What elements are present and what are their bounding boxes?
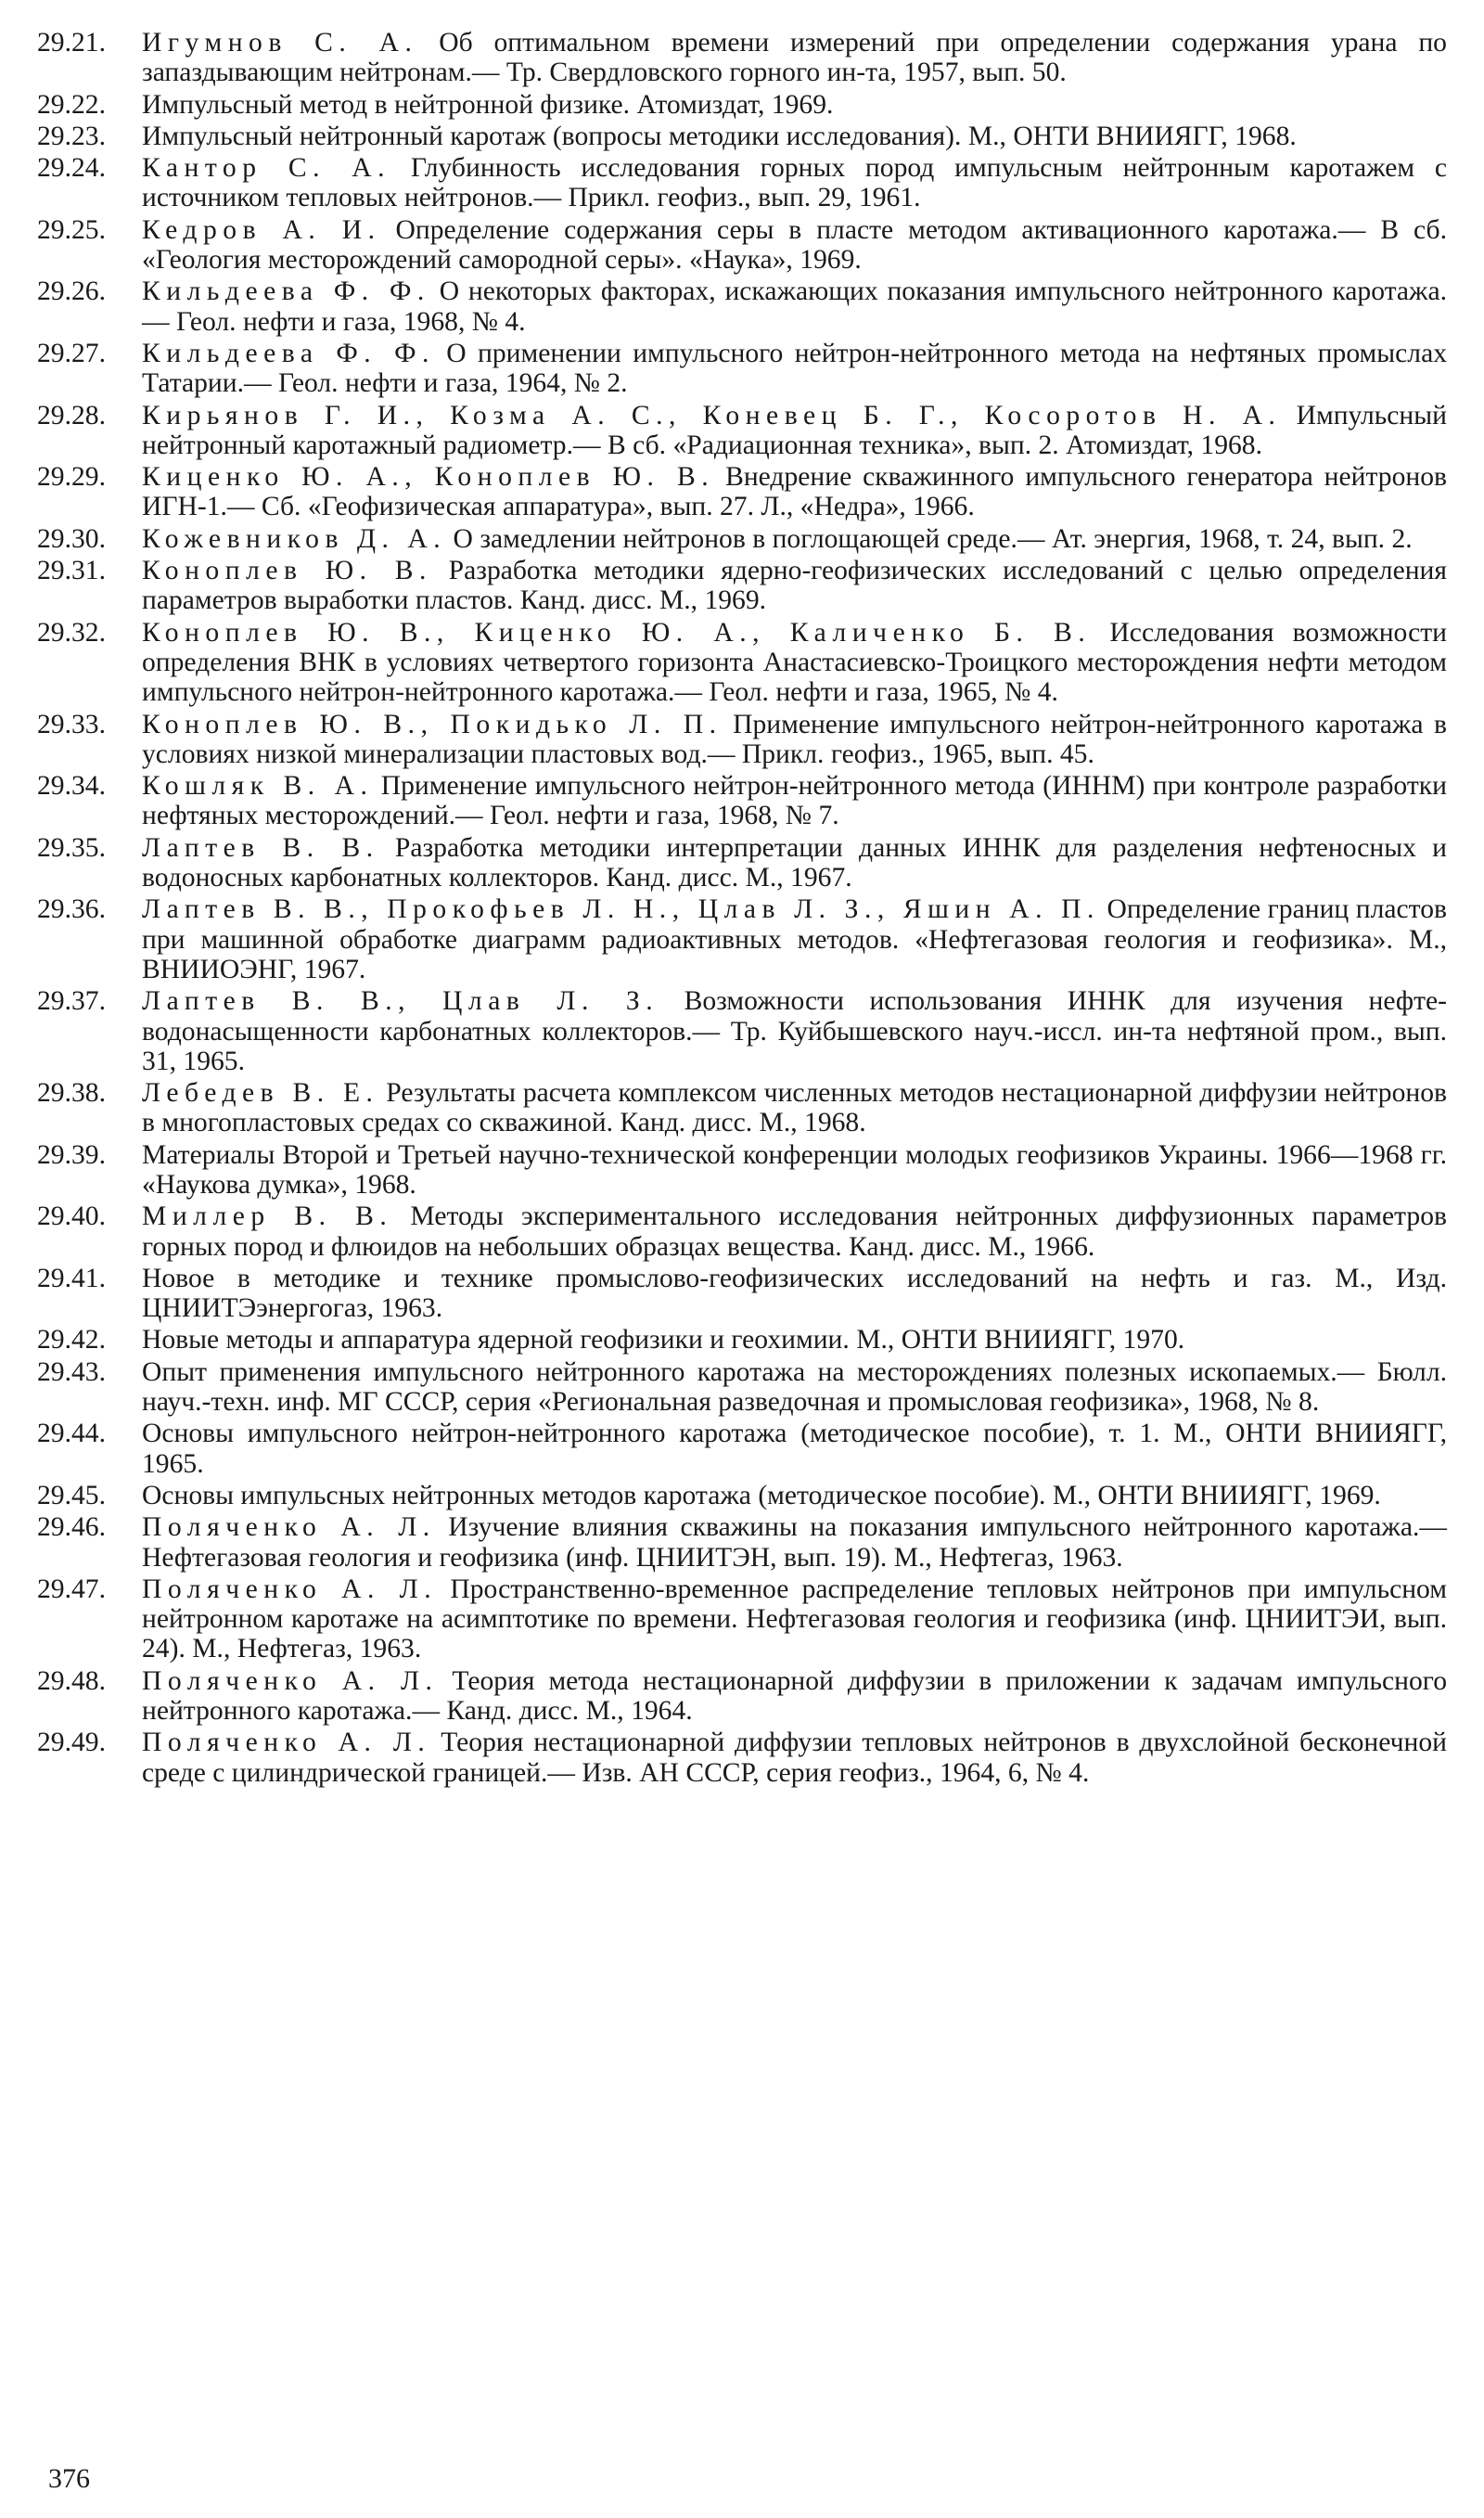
entry-text: Об оптимальном времени измерений при определении содержания урана по запаздывающим нейтронам.— Тр. Свердловского горного ин-та, 1957, вып. 50. (142, 28, 1447, 88)
entry-author: Киценко Ю. А., Коноплев Ю. В. (142, 462, 715, 493)
entry-text: Применение импульсного нейтрон-нейтронного каротажа в условиях низкой минерализации пластовых вод.— Прикл. геофиз., 1965, вып. 45. (142, 709, 1447, 769)
entry-number: 29.46. (37, 1512, 106, 1543)
entry-author: Лаптев В. В. (142, 832, 379, 863)
entry-author: Игумнов С. А. (142, 28, 418, 58)
bibliography-entry (37, 1357, 1447, 1418)
bibliography-entry (37, 1419, 1447, 1479)
entry-text: Теория нестационарной диффузии тепловых нейтронов в двухслойной бесконечной среде с цилиндрической границей.— Изв. АН СССР, серия геофиз., 1964, 6, № 4. (142, 1728, 1447, 1788)
bibliography-entry (37, 618, 1447, 708)
entry-text: Материалы Второй и Третьей научно-технической конференции молодых геофизиков Украины. 1966—1968 гг. «Наукова думка», 1968. (142, 1139, 1447, 1200)
bibliography-entry (37, 1574, 1447, 1664)
bibliography-entry (37, 339, 1447, 399)
entry-number: 29.41. (37, 1263, 106, 1293)
bibliography-entry (37, 28, 1447, 88)
entry-text: Новое в методике и технике промыслово-геофизических исследований на нефть и газ. М., Изд. ЦНИИТЭэнергогаз, 1963. (142, 1263, 1447, 1324)
entry-author: Кожевников Д. А. (142, 523, 447, 554)
bibliography-entry (37, 710, 1447, 770)
entry-text: Пространственно-временное распределение тепловых нейтронов при импульсном нейтронном каротаже на асимптотике по времени. Нефтегазовая геология и геофизика (инф. ЦНИИТЭИ, вып. 24). М., Нефтегаз, 1963. (142, 1574, 1447, 1664)
entry-author: Поляченко А. Л. (142, 1665, 439, 1696)
bibliography-entry (37, 524, 1447, 554)
bibliography-list (37, 28, 1447, 1790)
entry-number: 29.44. (37, 1419, 106, 1449)
entry-author: Кедров А. И. (142, 214, 381, 245)
bibliography-entry (37, 1512, 1447, 1573)
entry-number: 29.27. (37, 338, 106, 368)
entry-text: Опыт применения импульсного нейтронного каротажа на месторождениях полезных ископаемых.— Бюлл. науч.-техн. инф. МГ СССР, серия «Региональная разведочная и промысловая геофизика», 1968, № 8. (142, 1356, 1447, 1418)
entry-author: Коноплев Ю. В., Покидько Л. П. (142, 709, 723, 739)
bibliography-entry (37, 1078, 1447, 1138)
entry-text: Теория метода нестационарной диффузии в приложении к задачам импульсного нейтронного каротажа.— Канд. дисс. М., 1964. (142, 1665, 1447, 1727)
entry-number: 29.42. (37, 1325, 106, 1355)
entry-text: Внедрение скважинного импульсного генератора нейтронов ИГН-1.— Сб. «Геофизическая аппаратура», вып. 27. Л., «Недра», 1966. (142, 462, 1447, 522)
entry-number: 29.47. (37, 1574, 106, 1604)
entry-number: 29.34. (37, 771, 106, 802)
entry-number: 29.36. (37, 894, 106, 925)
entry-number: 29.40. (37, 1201, 106, 1232)
entry-text: Основы импульсного нейтрон-нейтронного каротажа (методическое пособие), т. 1. М., ОНТИ ВНИИЯГГ, 1965. (142, 1419, 1447, 1479)
entry-author: Кильдеева Ф. Ф. (142, 338, 435, 368)
entry-text: Импульсный нейтронный каротаж (вопросы методики исследования). М., ОНТИ ВНИИЯГГ, 1968. (142, 121, 1297, 151)
entry-text: Определение содержания серы в пласте методом активационного каротажа.— В сб. «Геология месторождений самородной серы». «Наука», 1969. (142, 214, 1447, 276)
entry-text: Основы импульсных нейтронных методов каротажа (методическое пособие). М., ОНТИ ВНИИЯГГ, 1969. (142, 1480, 1381, 1510)
bibliography-entry (37, 1325, 1447, 1355)
entry-number: 29.25. (37, 214, 106, 245)
entry-text: Исследования возможности определения ВНК в условиях четвертого горизонта Анастасиевско-Троицкого месторождения нефти методом импульсного нейтрон-нейтронного каротажа.— Геол. нефти и газа, 1965, № 4. (142, 617, 1447, 708)
entry-number: 29.45. (37, 1480, 106, 1510)
bibliography-entry (37, 90, 1447, 120)
entry-number: 29.21. (37, 28, 106, 58)
bibliography-entry (37, 833, 1447, 893)
entry-text: Импульсный нейтронный каротажный радиометр.— В сб. «Радиационная техника», вып. 2. Атомиздат, 1968. (142, 400, 1447, 460)
entry-number: 29.35. (37, 832, 106, 863)
entry-number: 29.22. (37, 89, 106, 120)
entry-number: 29.26. (37, 276, 106, 307)
entry-author: Лаптев В. В., Прокофьев Л. Н., Цлав Л. З., Яшин А. П. (142, 894, 1100, 925)
entry-number: 29.39. (37, 1139, 106, 1170)
entry-text: Результаты расчета комплексом численных методов нестационарной диффузии нейтронов в многопластовых средах со скважиной. Канд. дисс. М., 1968. (142, 1078, 1447, 1138)
bibliography-entry (37, 401, 1447, 461)
entry-author: Кильдеева Ф. Ф. (142, 276, 430, 307)
entry-author: Лебедев В. Е. (142, 1078, 379, 1109)
bibliography-entry (37, 1481, 1447, 1510)
entry-author: Лаптев В. В., Цлав Л. З. (142, 986, 659, 1017)
entry-author: Кирьянов Г. И., Козма А. С., Коневец Б. Г., Косоротов Н. А. (142, 400, 1282, 430)
entry-text: О замедлении нейтронов в поглощающей среде.— Ат. энергия, 1968, т. 24, вып. 2. (446, 523, 1413, 554)
entry-text: Глубинность исследования горных пород импульсным нейтронным каротажем с источником тепловых нейтронов.— Прикл. геофиз., вып. 29, 1961. (142, 153, 1447, 213)
bibliography-entry (37, 1728, 1447, 1788)
bibliography-entry (37, 215, 1447, 276)
entry-text: Импульсный метод в нейтронной физике. Атомиздат, 1969. (142, 89, 834, 120)
entry-number: 29.33. (37, 709, 106, 739)
entry-number: 29.37. (37, 986, 106, 1017)
bibliography-entry (37, 556, 1447, 616)
entry-text: О некоторых факторах, искажающих показания импульсного нейтронного каротажа.— Геол. нефти и газа, 1968, № 4. (142, 276, 1448, 337)
entry-author: Кошляк В. А. (142, 771, 374, 802)
bibliography-entry (37, 986, 1447, 1076)
entry-text: Изучение влияния скважины на показания импульсного нейтронного каротажа.— Нефтегазовая геология и геофизика (инф. ЦНИИТЭН, вып. 19). М., Нефтегаз, 1963. (142, 1512, 1447, 1573)
entry-author: Коноплев Ю. В., Киценко Ю. А., Каличенко Б. В. (142, 617, 1092, 648)
bibliography-entry (37, 462, 1447, 522)
page-number: 376 (48, 2463, 90, 2494)
bibliography-entry (37, 1201, 1447, 1262)
entry-text: Разработка методики интерпретации данных ИННК для разделения нефтеносных и водоносных карбонатных коллекторов. Канд. дисс. М., 1967. (142, 832, 1447, 893)
bibliography-entry (37, 1264, 1447, 1324)
entry-number: 29.23. (37, 121, 106, 151)
bibliography-entry (37, 153, 1447, 213)
entry-text: О применении импульсного нейтрон-нейтронного метода на нефтяных промыслах Татарии.— Геол. нефти и газа, 1964, № 2. (142, 338, 1447, 399)
entry-author: Миллер В. В. (142, 1201, 393, 1232)
entry-author: Поляченко А. Л. (142, 1512, 436, 1543)
entry-text: Возможности использования ИННК для изучения нефте-водонасыщенности карбонатных коллекторов.— Тр. Куйбышевского науч.-иссл. ин-та нефтяной пром., вып. 31, 1965. (142, 986, 1447, 1076)
entry-text: Методы экспериментального исследования нейтронных диффузионных параметров горных пород и флюидов на небольших образцах вещества. Канд. дисс. М., 1966. (142, 1201, 1447, 1262)
entry-number: 29.31. (37, 556, 106, 586)
entry-number: 29.28. (37, 400, 106, 430)
entry-text: Определение границ пластов при машинной обработке диаграмм радиоактивных методов. «Нефтегазовая геология и геофизика». М., ВНИИОЭНГ, 1967. (142, 894, 1447, 984)
bibliography-entry (37, 1666, 1447, 1727)
entry-text: Разработка методики ядерно-геофизических исследований с целью определения параметров выработки пластов. Канд. дисс. М., 1969. (142, 556, 1447, 616)
entry-number: 29.38. (37, 1078, 106, 1109)
bibliography-entry (37, 894, 1447, 984)
entry-number: 29.32. (37, 617, 106, 648)
entry-number: 29.24. (37, 153, 106, 184)
bibliography-entry (37, 122, 1447, 151)
entry-number: 29.43. (37, 1356, 106, 1387)
entry-text: Новые методы и аппаратура ядерной геофизики и геохимии. М., ОНТИ ВНИИЯГГ, 1970. (142, 1325, 1185, 1355)
entry-author: Поляченко А. Л. (142, 1728, 431, 1758)
entry-number: 29.29. (37, 462, 106, 493)
entry-text: Применение импульсного нейтрон-нейтронного метода (ИННМ) при контроле разработки нефтяных месторождений.— Геол. нефти и газа, 1968, № 7. (142, 771, 1447, 831)
entry-author: Поляченко А. Л. (142, 1574, 438, 1604)
bibliography-entry (37, 276, 1447, 337)
bibliography-entry (37, 1140, 1447, 1201)
bibliography-entry (37, 771, 1447, 831)
entry-number: 29.48. (37, 1665, 106, 1696)
entry-author: Кантор С. А. (142, 153, 391, 184)
entry-author: Коноплев Ю. В. (142, 556, 432, 586)
entry-number: 29.49. (37, 1728, 106, 1758)
entry-number: 29.30. (37, 523, 106, 554)
